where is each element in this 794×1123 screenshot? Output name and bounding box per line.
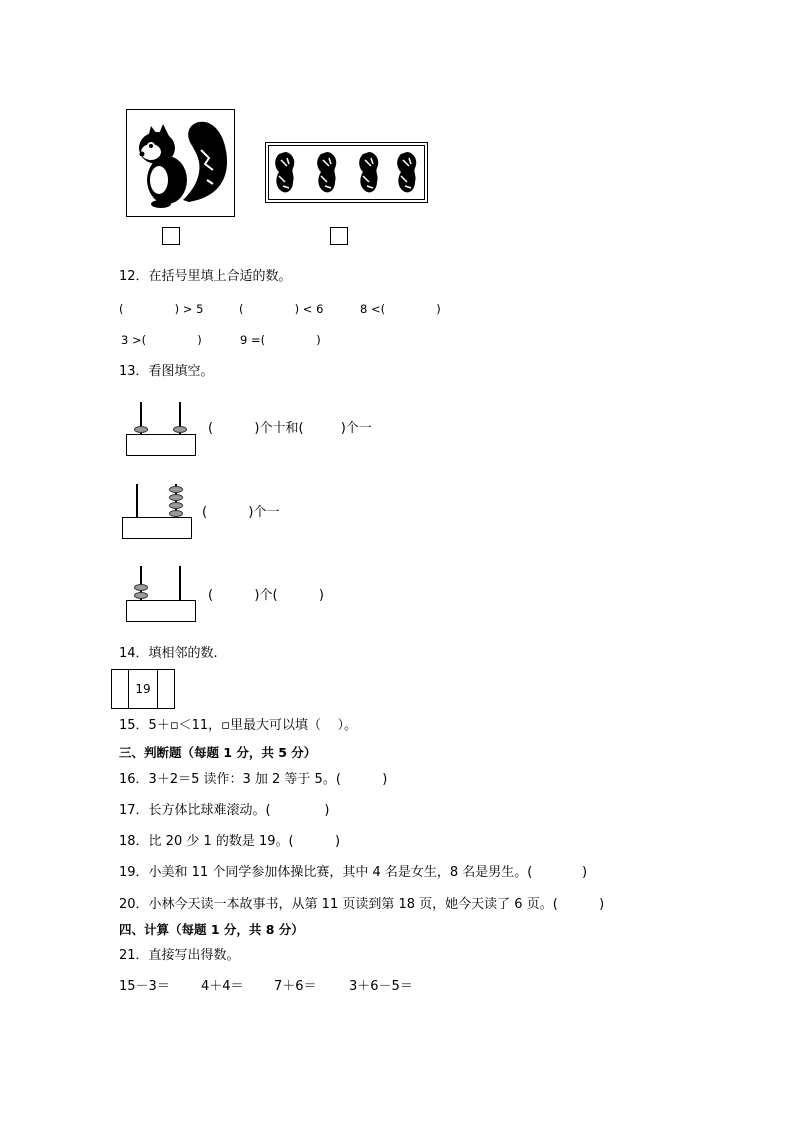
q17-text[interactable]: 17．长方体比球难滚动。( ) bbox=[119, 803, 330, 818]
q15-text[interactable]: 15．5＋▫＜11，▫里最大可以填（ ）。 bbox=[119, 718, 358, 733]
q16-text[interactable]: 16．3＋2＝5 读作：3 加 2 等于 5。( ) bbox=[119, 772, 388, 787]
peanut-count-box[interactable] bbox=[330, 227, 348, 245]
q18-text[interactable]: 18．比 20 少 1 的数是 19。( ) bbox=[119, 834, 341, 849]
q13-abacus2-blanks[interactable]: ( )个一 bbox=[202, 505, 280, 520]
cell-after[interactable] bbox=[157, 669, 175, 709]
squirrel-count-box[interactable] bbox=[162, 227, 180, 245]
q12-blank-5[interactable]: 9 =( ) bbox=[240, 333, 321, 347]
squirrel-icon bbox=[127, 110, 234, 216]
q12-blank-3[interactable]: 8 <( ) bbox=[360, 302, 441, 316]
q19-text[interactable]: 19．小美和 11 个同学参加体操比赛，其中 4 名是女生，8 名是男生。( ) bbox=[119, 865, 588, 880]
q20-text[interactable]: 20．小林今天读一本故事书，从第 11 页读到第 18 页，她今天读了 6 页。( ) bbox=[119, 897, 605, 912]
q12-blank-4[interactable]: 3 >( ) bbox=[121, 333, 202, 347]
calc-item-4[interactable]: 3＋6－5＝ bbox=[349, 979, 413, 994]
q21-title: 21．直接写出得数。 bbox=[119, 948, 240, 963]
cell-middle: 19 bbox=[128, 669, 158, 709]
section3-heading: 三、判断题（每题 1 分，共 5 分） bbox=[119, 745, 317, 760]
q13-title: 13．看图填空。 bbox=[119, 364, 214, 379]
calc-item-2[interactable]: 4＋4＝ bbox=[201, 979, 244, 994]
q12-blank-2[interactable]: ( ) < 6 bbox=[239, 302, 324, 316]
q12-title: 12．在括号里填上合适的数。 bbox=[119, 269, 292, 284]
cell-before[interactable] bbox=[111, 669, 129, 709]
q13-abacus1-blanks[interactable]: ( )个十和( )个一 bbox=[208, 421, 372, 436]
calc-item-1[interactable]: 15－3＝ bbox=[119, 979, 170, 994]
squirrel-picture-frame bbox=[126, 109, 235, 217]
calc-item-3[interactable]: 7＋6＝ bbox=[274, 979, 317, 994]
peanuts-icon bbox=[269, 146, 424, 199]
q14-title: 14．填相邻的数. bbox=[119, 646, 218, 661]
q13-abacus3-blanks[interactable]: ( )个( ) bbox=[208, 588, 324, 603]
peanuts-picture-frame bbox=[268, 145, 425, 200]
section4-heading: 四、计算（每题 1 分，共 8 分） bbox=[119, 922, 304, 937]
q12-blank-1[interactable]: ( ) > 5 bbox=[119, 302, 204, 316]
